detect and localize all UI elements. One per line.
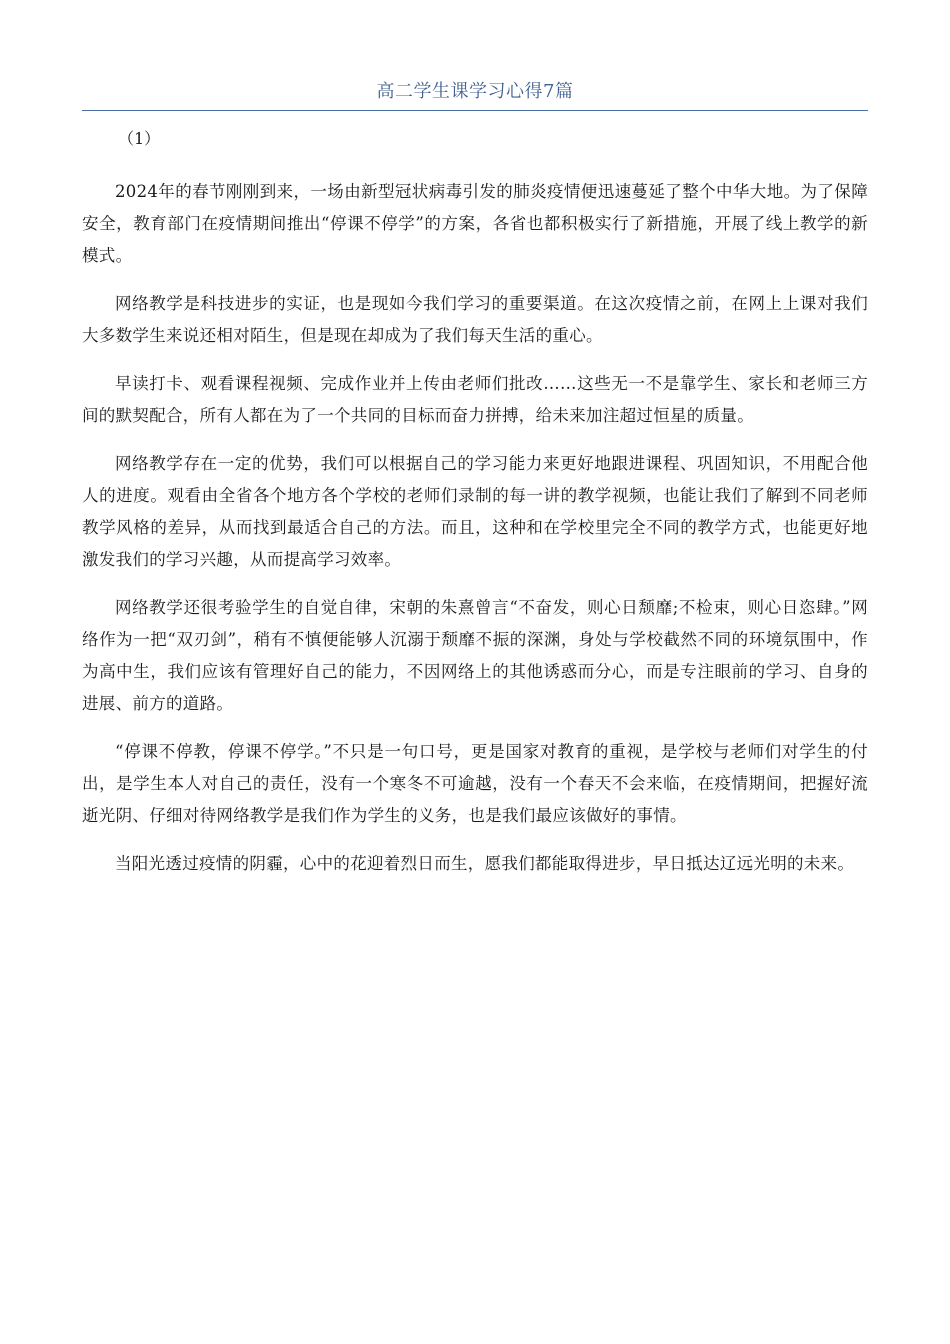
paragraph: 当阳光透过疫情的阴霾，心中的花迎着烈日而生，愿我们都能取得进步，早日抵达辽远光明的未来。: [115, 854, 855, 873]
paragraph: 网络教学是科技进步的实证，也是现如今我们学习的重要渠道。在这次疫情之前，在网上上课对我们大多数学生来说还相对陌生，但是现在却成为了我们每天生活的重心。: [82, 294, 868, 345]
article-body: [82, 176, 868, 896]
paragraph: 网络教学还很考验学生的自觉自律，宋朝的朱熹曾言“不奋发，则心日颓靡;不检束，则心日恣肆。”网络作为一把“双刃剑”，稍有不慎便能够人沉溺于颓靡不振的深渊，身处与学校截然不同的环境氛围中，作为高中生，我们应该有管理好自己的能力，不因网络上的其他诱惑而分心，而是专注眼前的学习、自身的进展、前方的道路。: [82, 598, 868, 713]
page-title: 高二学生课学习心得7篇: [376, 81, 574, 102]
section-number: （1）: [118, 129, 161, 148]
paragraph: “停课不停教，停课不停学。”不只是一句口号，更是国家对教育的重视，是学校与老师们对学生的付出，是学生本人对自己的责任，没有一个寒冬不可逾越，没有一个春天不会来临，在疫情期间，把握好流逝光阴、仔细对待网络教学是我们作为学生的义务，也是我们最应该做好的事情。: [82, 742, 868, 825]
paragraph: 早读打卡、观看课程视频、完成作业并上传由老师们批改……这些无一不是靠学生、家长和老师三方间的默契配合，所有人都在为了一个共同的目标而奋力拼搏，给未来加注超过恒星的质量。: [82, 374, 868, 425]
paragraph: 2024年的春节刚刚到来，一场由新型冠状病毒引发的肺炎疫情便迅速蔓延了整个中华大地。为了保障安全，教育部门在疫情期间推出“停课不停学”的方案，各省也都积极实行了新措施，开展了线上教学的新模式。: [82, 182, 868, 265]
page-header: [82, 80, 868, 111]
paragraph: 网络教学存在一定的优势，我们可以根据自己的学习能力来更好地跟进课程、巩固知识，不用配合他人的进度。观看由全省各个地方各个学校的老师们录制的每一讲的教学视频，也能让我们了解到不同老师教学风格的差异，从而找到最适合自己的方法。而且，这种和在学校里完全不同的教学方式，也能更好地激发我们的学习兴趣，从而提高学习效率。: [82, 454, 868, 569]
